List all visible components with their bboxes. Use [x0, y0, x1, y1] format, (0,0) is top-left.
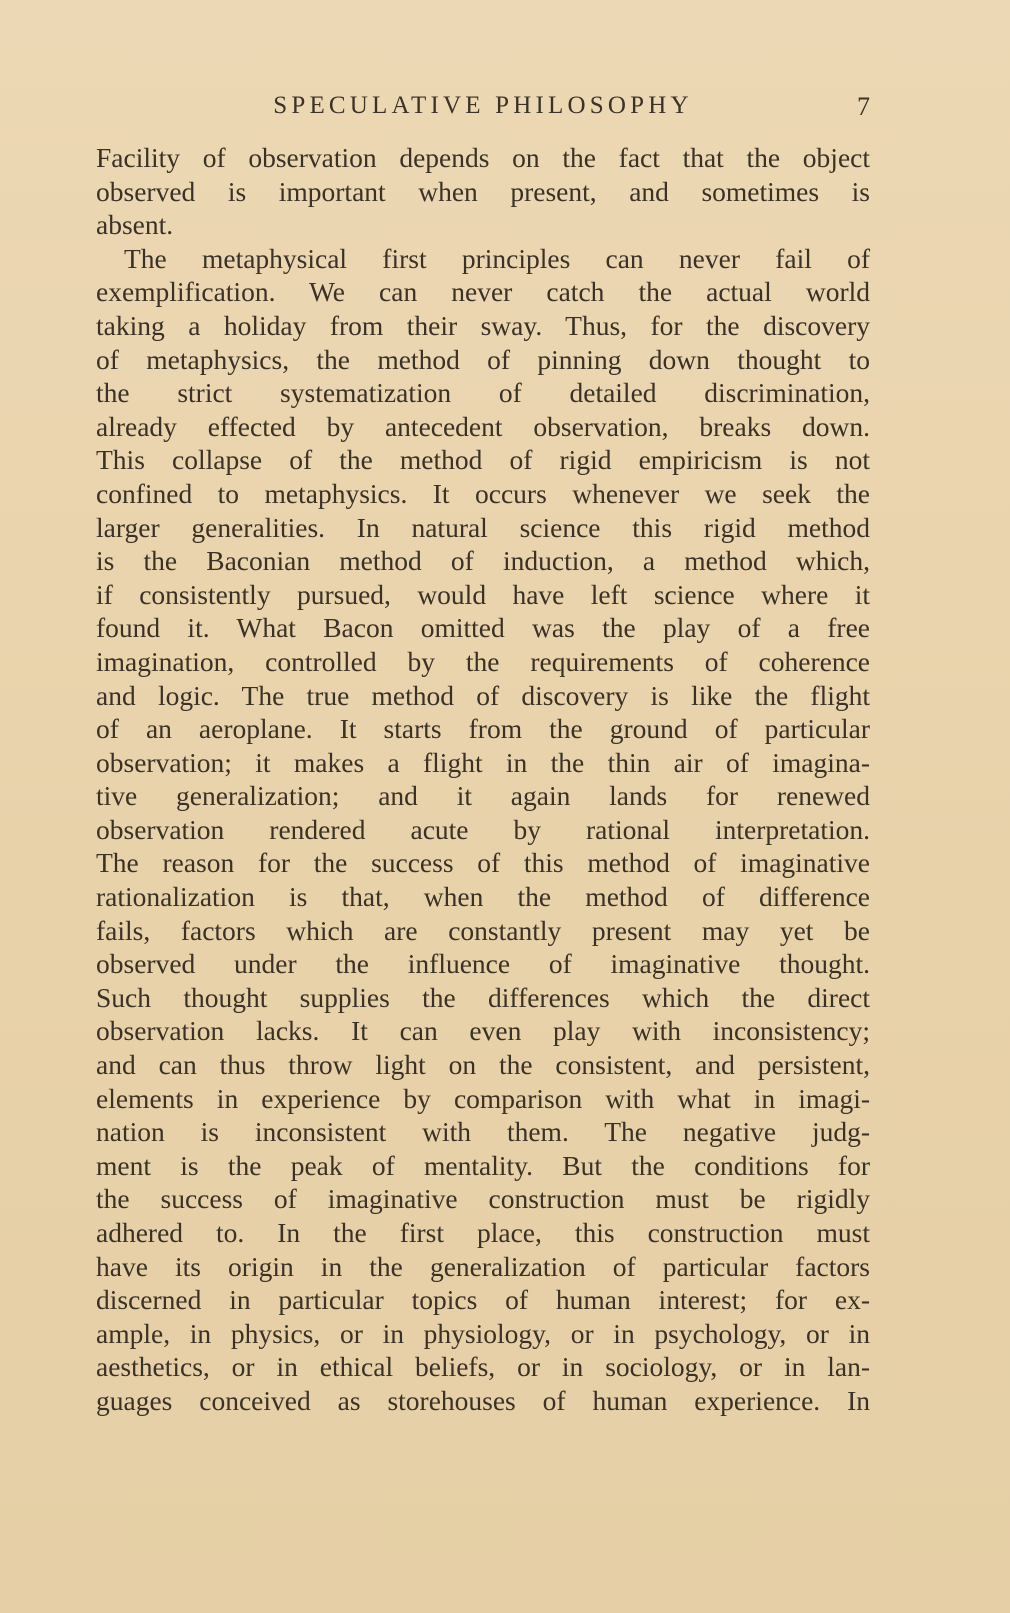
text-line: Facility of observation depends on the fact that the object — [96, 142, 870, 173]
text-line: and logic. The true method of discovery is like the flight — [96, 679, 870, 711]
running-title: SPECULATIVE PHILOSOPHY — [273, 92, 693, 119]
text-line: absent. — [96, 209, 174, 241]
text-line: Such thought supplies the differences which the direct — [96, 981, 870, 1013]
text-line: ample, in physics, or in physiology, or in psychology, or in — [96, 1317, 870, 1349]
page-number: 7 — [857, 92, 870, 121]
text-line: the strict systematization of detailed discrimination, — [96, 377, 870, 409]
body-text — [96, 141, 870, 1418]
text-line: tive generalization; and it again lands for renewed — [96, 780, 870, 812]
text-line: observation lacks. It can even play with inconsistency; — [96, 1015, 870, 1047]
text-line: the success of imaginative construction must be rigidly — [96, 1183, 870, 1215]
text-line: ment is the peak of mentality. But the conditions for — [96, 1149, 870, 1181]
text-line: observation rendered acute by rational interpretation. — [96, 813, 870, 845]
text-line: observed under the influence of imaginative thought. — [96, 948, 870, 980]
text-line: The reason for the success of this method of imaginative — [96, 847, 870, 879]
text-line: already effected by antecedent observation, breaks down. — [96, 410, 870, 442]
text-line: This collapse of the method of rigid empiricism is not — [96, 444, 870, 476]
text-line: confined to metaphysics. It occurs whenever we seek the — [96, 477, 870, 509]
text-line: and can thus throw light on the consistent, and persistent, — [96, 1049, 870, 1081]
text-line: have its origin in the generalization of particular factors — [96, 1250, 870, 1282]
text-line: discerned in particular topics of human interest; for ex- — [96, 1284, 870, 1316]
text-line: of an aeroplane. It starts from the ground of particular — [96, 713, 870, 745]
text-line: is the Baconian method of induction, a method which, — [96, 545, 870, 577]
text-line: The metaphysical first principles can never fail of — [124, 242, 870, 274]
text-line: larger generalities. In natural science this rigid method — [96, 511, 870, 543]
text-line: if consistently pursued, would have left science where it — [96, 578, 870, 610]
text-line: exemplification. We can never catch the actual world — [96, 276, 870, 308]
text-line: found it. What Bacon omitted was the play of a free — [96, 612, 870, 644]
text-line: of metaphysics, the method of pinning down thought to — [96, 343, 870, 375]
text-line: observation; it makes a flight in the thin air of imagina- — [96, 746, 870, 778]
text-line: elements in experience by comparison with what in imagi- — [96, 1082, 870, 1114]
text-line: adhered to. In the first place, this construction must — [96, 1217, 870, 1248]
text-line: imagination, controlled by the requirements of coherence — [96, 645, 870, 677]
text-line: aesthetics, or in ethical beliefs, or in sociology, or in lan- — [96, 1351, 870, 1383]
text-line: taking a holiday from their sway. Thus, for the discovery — [96, 309, 870, 341]
text-line: rationalization is that, when the method of difference — [96, 881, 870, 913]
text-line: observed is important when present, and sometimes is — [96, 175, 870, 207]
text-line: fails, factors which are constantly present may yet be — [96, 914, 870, 946]
text-line: nation is inconsistent with them. The negative judg- — [96, 1116, 870, 1148]
text-line: guages conceived as storehouses of human experience. In — [96, 1384, 870, 1416]
running-head — [96, 92, 870, 132]
